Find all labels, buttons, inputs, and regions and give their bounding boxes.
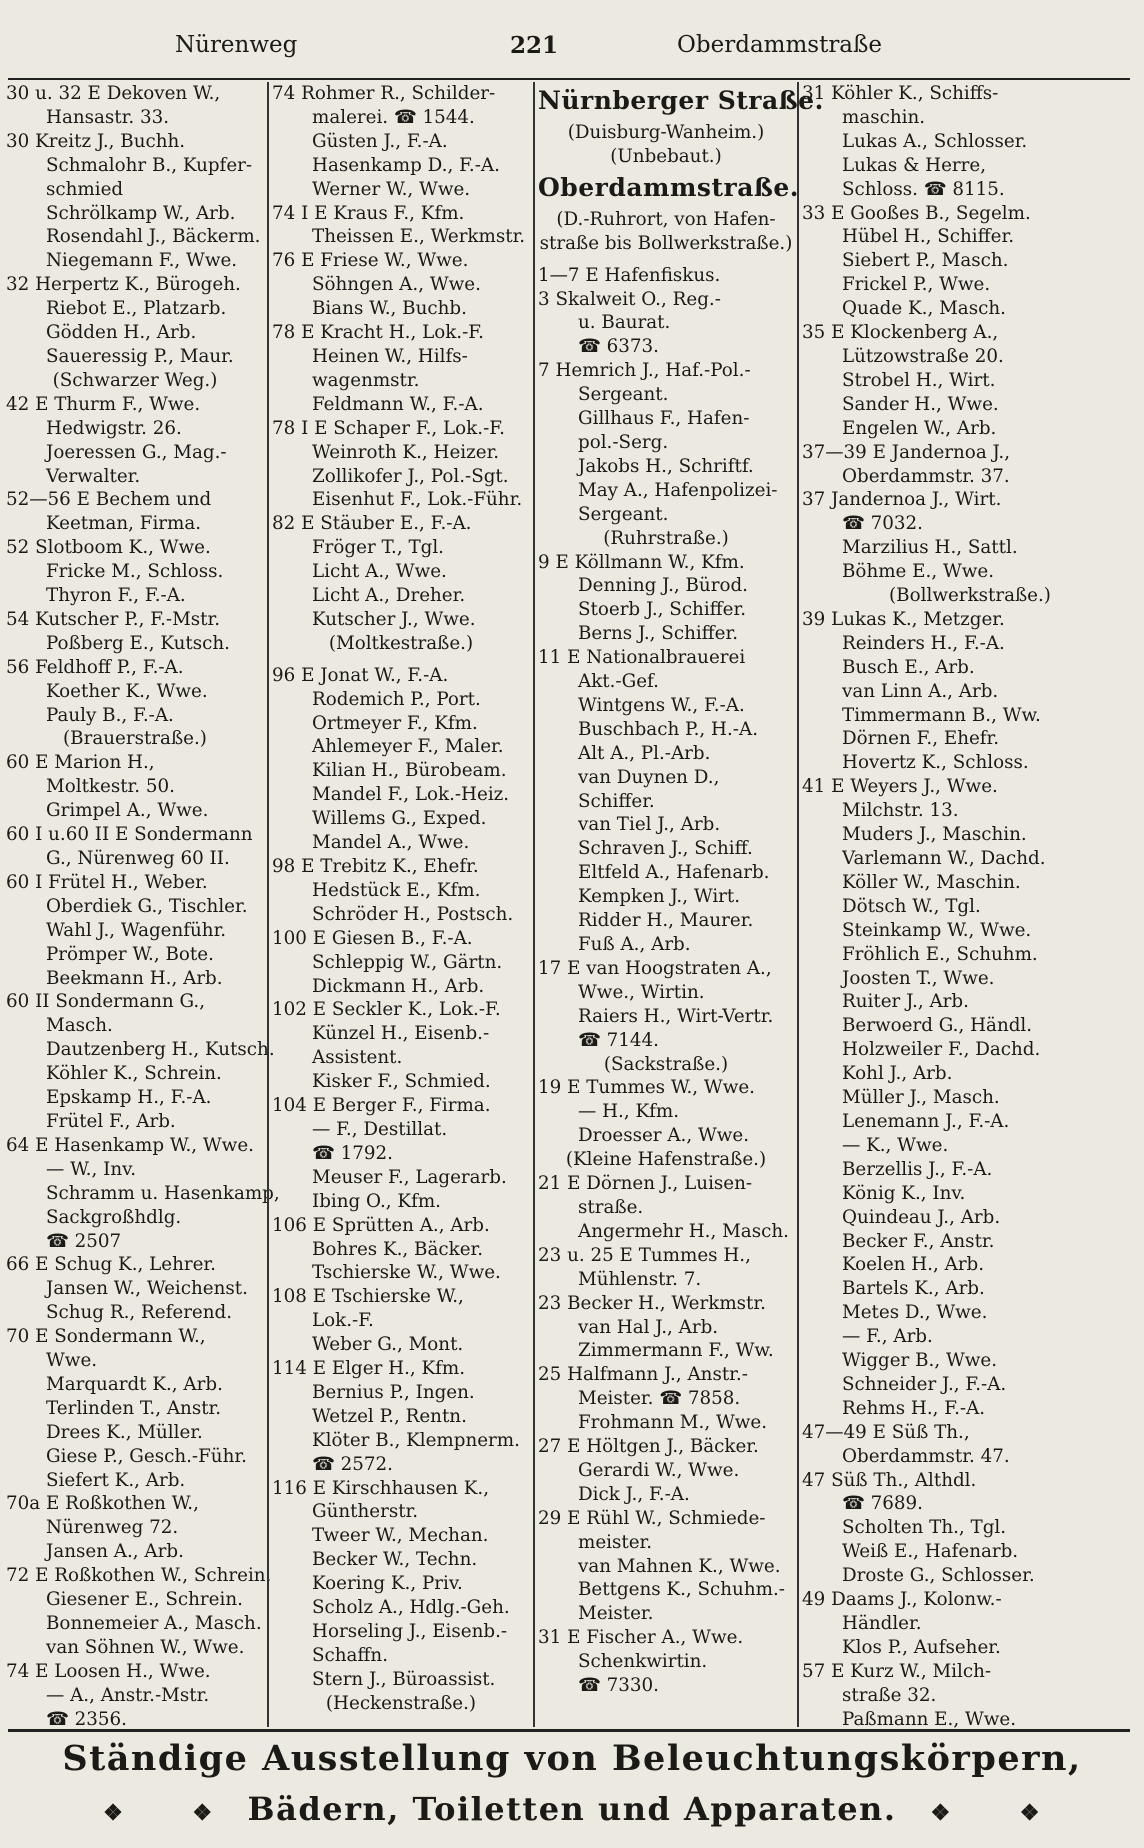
directory-line: ☎ 2356. <box>46 1708 127 1730</box>
directory-line: Angermehr H., Masch. <box>578 1220 789 1242</box>
directory-line: Moltkestr. 50. <box>46 776 175 798</box>
directory-line: 60 II Sondermann G., <box>6 991 206 1013</box>
directory-line: Giese P., Gesch.-Führ. <box>46 1445 247 1467</box>
column-1 <box>6 82 280 1730</box>
directory-line: Joosten T., Wwe. <box>842 967 995 989</box>
directory-line: van Linn A., Arb. <box>842 680 999 702</box>
directory-line: Köhler K., Schrein. <box>46 1063 222 1085</box>
directory-line: — A., Anstr.-Mstr. <box>46 1684 210 1706</box>
directory-line: 102 E Seckler K., Lok.-F. <box>272 999 501 1021</box>
directory-line: G., Nürenweg 60 II. <box>46 848 230 869</box>
directory-line: Strobel H., Wirt. <box>842 369 996 391</box>
directory-line: Fricke M., Schloss. <box>46 561 224 583</box>
directory-line: Scholten Th., Tgl. <box>842 1517 1007 1539</box>
directory-line: Theissen E., Werkmstr. <box>312 226 526 248</box>
directory-line: 60 I u.60 II E Sondermann <box>6 824 253 846</box>
directory-line: — K., Wwe. <box>842 1134 949 1156</box>
directory-line: Stoerb J., Schiffer. <box>578 599 747 621</box>
directory-line: Eltfeld A., Hafenarb. <box>578 862 770 884</box>
directory-line: — H., Kfm. <box>578 1101 680 1123</box>
column-divider <box>533 82 535 1727</box>
directory-line: Meister. <box>578 1603 654 1625</box>
directory-line: Willems G., Exped. <box>312 808 487 830</box>
street-note: (Brauerstraße.) <box>63 728 207 750</box>
directory-line: Keetman, Firma. <box>46 513 202 535</box>
directory-line: 23 Becker H., Werkmstr. <box>538 1292 766 1314</box>
directory-line: Tweer W., Mechan. <box>312 1525 489 1547</box>
directory-line: Werner W., Wwe. <box>312 178 471 200</box>
directory-line: Kilian H., Bürobeam. <box>312 760 507 782</box>
directory-line: Thyron F., F.-A. <box>46 585 186 607</box>
directory-line: Bartels K., Arb. <box>842 1278 985 1300</box>
directory-line: 98 E Trebitz K., Ehefr. <box>272 856 479 877</box>
street-note: (Sackstraße.) <box>603 1053 729 1075</box>
directory-line: straße. <box>578 1196 644 1218</box>
directory-line: Oberdammstr. 47. <box>842 1445 1010 1467</box>
directory-line: Hasenkamp D., F.-A. <box>312 154 500 176</box>
advertisement-line-2 <box>0 1790 1144 1828</box>
directory-line: 37—39 E Jandernoa J., <box>802 441 1011 463</box>
directory-line: ☎ 2572. <box>312 1453 393 1475</box>
directory-line: 30 u. 32 E Dekoven W., <box>6 83 221 104</box>
directory-line: Marzilius H., Sattl. <box>842 537 1018 559</box>
directory-line: Oberdiek G., Tischler. <box>46 895 248 917</box>
directory-line: Zollikofer J., Pol.-Sgt. <box>312 465 509 487</box>
directory-line: Licht A., Dreher. <box>312 585 466 607</box>
directory-line: Kempken J., Wirt. <box>578 886 741 908</box>
directory-line: 37 Jandernoa J., Wirt. <box>802 489 1002 511</box>
directory-line: Schug R., Referend. <box>46 1302 233 1324</box>
directory-line: Schrölkamp W., Arb. <box>46 202 236 224</box>
directory-line: Bernius P., Ingen. <box>312 1381 475 1403</box>
directory-line: Ahlemeyer F., Maler. <box>312 736 504 758</box>
directory-line: Muders J., Maschin. <box>842 824 1027 846</box>
directory-line: — W., Inv. <box>46 1158 137 1180</box>
street-note: (Ruhrstraße.) <box>603 527 729 549</box>
directory-line: 104 E Berger F., Firma. <box>272 1095 491 1117</box>
directory-line: Fröger T., Tgl. <box>312 537 444 559</box>
directory-line: Jakobs H., Schriftf. <box>578 455 754 477</box>
directory-line: Köller W., Maschin. <box>842 871 1021 893</box>
ornament-icon: ❖ <box>930 1800 952 1826</box>
street-note: (Moltkestraße.) <box>328 632 474 654</box>
directory-line: Scholz A., Hdlg.-Geh. <box>312 1597 510 1619</box>
directory-line: 70 E Sondermann W., <box>6 1326 206 1348</box>
directory-line: Hedwigstr. 26. <box>46 417 182 439</box>
directory-line: Güsten J., F.-A. <box>312 130 448 152</box>
directory-line: 35 E Klockenberg A., <box>802 322 999 344</box>
directory-line: 3 Skalweit O., Reg.- <box>538 288 721 310</box>
directory-line: May A., Hafenpolizei- <box>578 479 778 501</box>
directory-line: 74 E Loosen H., Wwe. <box>6 1660 211 1682</box>
directory-line: Güntherstr. <box>312 1501 419 1523</box>
directory-line: Schröder H., Postsch. <box>312 903 514 925</box>
directory-line: Hedstück E., Kfm. <box>312 879 481 901</box>
directory-line: 114 E Elger H., Kfm. <box>272 1358 466 1380</box>
directory-line: Engelen W., Arb. <box>842 417 997 439</box>
directory-line: Mandel A., Wwe. <box>312 832 470 854</box>
directory-line: 60 E Marion H., <box>6 752 155 774</box>
directory-line: Busch E., Arb. <box>842 656 975 678</box>
directory-line: Wahl J., Wagenführ. <box>46 919 227 941</box>
directory-line: Gerardi W., Wwe. <box>578 1459 740 1481</box>
directory-line: Oberdammstr. 37. <box>842 465 1010 487</box>
directory-line: Berzellis J., F.-A. <box>842 1158 993 1180</box>
directory-line: Klöter B., Klempnerm. <box>312 1429 520 1451</box>
directory-line: Dötsch W., Tgl. <box>842 895 981 917</box>
directory-line: Gödden H., Arb. <box>46 322 197 344</box>
directory-line: Riebot E., Platzarb. <box>46 298 227 320</box>
directory-line: 56 Feldhoff P., F.-A. <box>6 656 184 678</box>
directory-line: 9 E Köllmann W., Kfm. <box>538 551 745 573</box>
directory-line: Dickmann H., Arb. <box>312 975 485 997</box>
directory-line: Verwalter. <box>46 465 141 487</box>
directory-line: 47 Süß Th., Althdl. <box>802 1469 977 1491</box>
directory-line: Sergeant. <box>578 503 669 525</box>
directory-line: ☎ 7330. <box>578 1675 659 1697</box>
directory-line: 11 E Nationalbrauerei <box>538 647 746 669</box>
directory-line: ☎ 6373. <box>578 336 659 358</box>
directory-line: Lukas & Herre, <box>842 154 987 176</box>
directory-line: Saueressig P., Maur. <box>46 345 234 367</box>
street-note: (D.-Ruhrort, von Hafen- <box>556 208 776 230</box>
directory-line: Berwoerd G., Händl. <box>842 1015 1033 1037</box>
directory-line: Masch. <box>46 1015 113 1037</box>
directory-line: 25 Halfmann J., Anstr.- <box>538 1364 748 1386</box>
directory-line: maschin. <box>842 106 926 128</box>
directory-line: — F., Arb. <box>842 1326 933 1348</box>
directory-line: van Söhnen W., Wwe. <box>46 1636 245 1658</box>
directory-line: 57 E Kurz W., Milch- <box>802 1660 992 1682</box>
directory-line: 54 Kutscher P., F.-Mstr. <box>6 608 221 630</box>
directory-line: Wigger B., Wwe. <box>842 1350 998 1372</box>
directory-line: meister. <box>578 1531 653 1553</box>
directory-line: Lukas A., Schlosser. <box>842 130 1028 152</box>
directory-line: 47—49 E Süß Th., <box>802 1421 970 1443</box>
directory-line: Söhngen A., Wwe. <box>312 274 481 296</box>
directory-line: Schneider J., F.-A. <box>842 1373 1007 1395</box>
directory-line: 19 E Tummes W., Wwe. <box>538 1077 755 1099</box>
street-note: (Duisburg-Wanheim.) <box>567 122 765 143</box>
directory-line: Stern J., Büroassist. <box>312 1668 496 1690</box>
directory-line: 39 Lukas K., Metzger. <box>802 608 1005 630</box>
directory-line: 66 E Schug K., Lehrer. <box>6 1254 216 1276</box>
directory-line: Ruiter J., Arb. <box>842 991 969 1013</box>
street-title: Oberdammstraße. <box>538 172 800 202</box>
directory-line: Quade K., Masch. <box>842 298 1006 320</box>
directory-line: Mühlenstr. 7. <box>578 1268 702 1290</box>
directory-line: Bians W., Buchb. <box>312 298 467 320</box>
directory-line: 33 E Gooßes B., Segelm. <box>802 202 1031 224</box>
directory-line: Weiß E., Hafenarb. <box>842 1541 1019 1563</box>
directory-line: ☎ 1792. <box>312 1142 393 1164</box>
directory-line: ☎ 7689. <box>842 1493 923 1515</box>
advertisement-text: Bädern, Toiletten und Apparaten. <box>247 1790 897 1828</box>
directory-line: Schleppig W., Gärtn. <box>312 951 503 973</box>
directory-line: 52 Slotboom K., Wwe. <box>6 537 211 559</box>
directory-line: straße 32. <box>842 1684 937 1706</box>
directory-line: ☎ 7032. <box>842 513 923 535</box>
directory-line: 31 Köhler K., Schiffs- <box>802 83 999 104</box>
directory-line: 60 I Frütel H., Weber. <box>6 871 208 893</box>
directory-line: Lenemann J., F.-A. <box>842 1110 1010 1132</box>
directory-line: Kohl J., Arb. <box>842 1063 953 1085</box>
directory-line: Giesener E., Schrein. <box>46 1589 243 1611</box>
directory-line: 64 E Hasenkamp W., Wwe. <box>6 1134 254 1156</box>
directory-line: Meuser F., Lagerarb. <box>312 1166 507 1188</box>
directory-line: Dörnen F., Ehefr. <box>842 728 1000 750</box>
directory-line: Schloss. ☎ 8115. <box>842 178 1005 200</box>
directory-line: König K., Inv. <box>842 1182 966 1204</box>
advertisement-line-1: Ständige Ausstellung von Beleuchtungskörpern, <box>62 1738 1082 1779</box>
directory-line: wagenmstr. <box>312 369 420 391</box>
directory-line: Metes D., Wwe. <box>842 1302 988 1324</box>
ornament-icon: ❖ <box>103 1800 125 1826</box>
street-note: (Bollwerkstraße.) <box>889 585 1051 607</box>
directory-line: Quindeau J., Arb. <box>842 1206 1001 1228</box>
directory-line: Hübel H., Schiffer. <box>842 226 1015 248</box>
directory-line: Ibing O., Kfm. <box>312 1190 441 1212</box>
directory-line: Schenkwirtin. <box>578 1651 708 1673</box>
directory-line: Schramm u. Hasenkamp, <box>46 1182 280 1204</box>
column-divider <box>797 82 799 1727</box>
directory-line: Koelen H., Arb. <box>842 1254 985 1276</box>
directory-line: Zimmermann F., Ww. <box>578 1340 774 1362</box>
directory-line: Timmermann B., Ww. <box>842 704 1041 726</box>
street-note: (Heckenstraße.) <box>325 1692 477 1714</box>
directory-line: — F., Destillat. <box>312 1118 448 1140</box>
directory-line: 72 E Roßkothen W., Schrein. <box>6 1565 272 1587</box>
directory-line: schmied <box>46 178 124 200</box>
directory-line: Poßberg E., Kutsch. <box>46 632 230 654</box>
directory-line: 74 I E Kraus F., Kfm. <box>272 202 465 224</box>
directory-line: Rehms H., F.-A. <box>842 1397 986 1419</box>
directory-line: 42 E Thurm F., Wwe. <box>6 393 201 415</box>
directory-line: Holzweiler F., Dachd. <box>842 1039 1041 1061</box>
directory-line: 1—7 E Hafenfiskus. <box>538 264 721 286</box>
street-note: (Kleine Hafenstraße.) <box>565 1149 767 1171</box>
directory-line: Bohres K., Bäcker. <box>312 1238 484 1260</box>
directory-line: Klos P., Aufseher. <box>842 1636 1001 1658</box>
directory-line: Weber G., Mont. <box>312 1334 464 1356</box>
directory-line: Mandel F., Lok.-Heiz. <box>312 784 510 806</box>
directory-line: Droste G., Schlosser. <box>842 1565 1035 1587</box>
directory-line: Alt A., Pl.-Arb. <box>578 742 711 764</box>
directory-line: Fuß A., Arb. <box>578 934 691 955</box>
directory-line: Berns J., Schiffer. <box>578 623 739 645</box>
directory-line: Weinroth K., Heizer. <box>312 441 500 463</box>
directory-line: Tschierske W., Wwe. <box>312 1262 501 1284</box>
directory-line: Frütel F., Arb. <box>46 1110 176 1132</box>
directory-line: 17 E van Hoogstraten A., <box>538 957 772 979</box>
column-2 <box>272 82 530 1727</box>
column-4 <box>802 82 1138 1730</box>
directory-line: Dautzenberg H., Kutsch. <box>46 1039 275 1061</box>
directory-line: Koering K., Priv. <box>312 1573 463 1595</box>
directory-line: Sander H., Wwe. <box>842 393 999 415</box>
directory-line: Feldmann W., F.-A. <box>312 393 484 415</box>
directory-line: Frohmann M., Wwe. <box>578 1412 768 1434</box>
directory-line: Wwe. <box>46 1350 98 1372</box>
directory-line: Fröhlich E., Schuhm. <box>842 943 1038 965</box>
directory-line: van Tiel J., Arb. <box>578 814 721 836</box>
directory-line: 49 Daams J., Kolonw.- <box>802 1589 1002 1611</box>
directory-line: 74 Rohmer R., Schilder- <box>272 83 496 104</box>
directory-line: Prömper W., Bote. <box>46 943 214 965</box>
directory-line: pol.-Serg. <box>578 431 669 453</box>
directory-line: Schiffer. <box>578 790 655 812</box>
directory-line: Bonnemeier A., Masch. <box>46 1613 262 1634</box>
directory-line: Kisker F., Schmied. <box>312 1071 491 1093</box>
directory-line: 106 E Sprütten A., Arb. <box>272 1214 490 1236</box>
header-left-street: Nürenweg <box>175 32 298 58</box>
directory-line: Schaffn. <box>312 1644 389 1666</box>
directory-line: Pauly B., F.-A. <box>46 704 174 726</box>
directory-line: Akt.-Gef. <box>578 671 659 693</box>
directory-line: Drees K., Müller. <box>46 1421 203 1443</box>
directory-line: Assistent. <box>312 1047 403 1069</box>
directory-line: 78 I E Schaper F., Lok.-F. <box>272 417 505 439</box>
directory-line: ☎ 2507 <box>46 1230 122 1252</box>
directory-line: Niegemann F., Wwe. <box>46 250 238 272</box>
directory-line: 116 E Kirschhausen K., <box>272 1477 490 1499</box>
directory-line: Epskamp H., F.-A. <box>46 1087 212 1109</box>
directory-line: 78 E Kracht H., Lok.-F. <box>272 322 484 344</box>
street-title: Nürnberger Straße. <box>538 86 824 115</box>
header-rule <box>8 78 1130 80</box>
directory-line: Jansen A., Arb. <box>46 1541 184 1563</box>
directory-line: Frickel P., Wwe. <box>842 274 991 296</box>
directory-line: Milchstr. 13. <box>842 800 959 822</box>
column-divider <box>267 82 269 1727</box>
ornament-icon: ❖ <box>1019 1800 1041 1826</box>
directory-line: u. Baurat. <box>578 312 671 334</box>
directory-line: 76 E Friese W., Wwe. <box>272 250 469 272</box>
directory-line: Reinders H., F.-A. <box>842 632 1005 654</box>
page-header <box>0 32 1144 72</box>
directory-line: Denning J., Bürod. <box>578 575 748 597</box>
directory-line: Droesser A., Wwe. <box>578 1125 750 1147</box>
directory-line: Gillhaus F., Hafen- <box>578 408 750 430</box>
directory-line: Siefert K., Arb. <box>46 1469 186 1491</box>
directory-line: Hansastr. 33. <box>46 106 170 128</box>
directory-line: 31 E Fischer A., Wwe. <box>538 1627 744 1649</box>
directory-line: Meister. ☎ 7858. <box>578 1388 741 1410</box>
directory-line: malerei. ☎ 1544. <box>312 106 475 128</box>
directory-line: 23 u. 25 E Tummes H., <box>538 1244 751 1266</box>
ornament-icon: ❖ <box>192 1800 214 1826</box>
street-note: (Unbebaut.) <box>610 145 722 167</box>
directory-line: Paßmann E., Wwe. <box>842 1708 1017 1730</box>
directory-line: Rodemich P., Port. <box>312 688 481 710</box>
directory-line: Steinkamp W., Wwe. <box>842 919 1032 941</box>
directory-line: van Duynen D., <box>578 766 720 788</box>
directory-line: Lok.-F. <box>312 1310 374 1332</box>
directory-line: 108 E Tschierske W., <box>272 1286 464 1308</box>
directory-line: van Hal J., Arb. <box>578 1316 719 1338</box>
directory-line: 7 Hemrich J., Haf.-Pol.- <box>538 360 751 382</box>
directory-line: 70a E Roßkothen W., <box>6 1493 199 1515</box>
directory-line: 96 E Jonat W., F.-A. <box>272 664 449 686</box>
directory-line: 41 E Weyers J., Wwe. <box>802 776 998 798</box>
directory-line: Böhme E., Wwe. <box>842 561 995 583</box>
street-note: straße bis Bollwerkstraße.) <box>539 232 793 254</box>
directory-line: 21 E Dörnen J., Luisen- <box>538 1173 753 1195</box>
street-note: (Schwarzer Weg.) <box>52 369 218 391</box>
directory-line: Wwe., Wirtin. <box>578 981 705 1003</box>
directory-line: 29 E Rühl W., Schmiede- <box>538 1507 766 1529</box>
directory-line: Buschbach P., H.-A. <box>578 718 758 740</box>
directory-line: Varlemann W., Dachd. <box>842 848 1046 869</box>
page-number: 221 <box>510 32 559 59</box>
directory-line: Schmalohr B., Kupfer- <box>46 154 253 176</box>
footer-rule <box>8 1729 1130 1732</box>
directory-line: Grimpel A., Wwe. <box>46 800 209 822</box>
directory-line: Marquardt K., Arb. <box>46 1373 223 1395</box>
directory-line: Dick J., F.-A. <box>578 1483 690 1505</box>
directory-line: 30 Kreitz J., Buchh. <box>6 130 186 152</box>
directory-line: Ortmeyer F., Kfm. <box>312 712 478 734</box>
directory-line: Koether K., Wwe. <box>46 680 208 702</box>
directory-line: Licht A., Wwe. <box>312 561 447 583</box>
header-right-street: Oberdammstraße <box>677 32 882 58</box>
directory-line: 100 E Giesen B., F.-A. <box>272 927 473 949</box>
directory-line: Lützowstraße 20. <box>842 345 1004 367</box>
directory-line: Hovertz K., Schloss. <box>842 752 1029 774</box>
directory-line: Horseling J., Eisenb.- <box>312 1621 508 1642</box>
directory-line: Eisenhut F., Lok.-Führ. <box>312 489 523 511</box>
directory-line: Wetzel P., Rentn. <box>312 1405 467 1427</box>
directory-line: 32 Herpertz K., Bürogeh. <box>6 274 241 296</box>
directory-line: Wintgens W., F.-A. <box>578 694 745 716</box>
directory-line: Jansen W., Weichenst. <box>46 1278 248 1300</box>
column-3 <box>538 82 824 1727</box>
directory-line: Kutscher J., Wwe. <box>312 608 476 630</box>
directory-line: Bettgens K., Schuhm.- <box>578 1579 785 1601</box>
directory-line: Ridder H., Maurer. <box>578 910 754 932</box>
directory-line: Siebert P., Masch. <box>842 250 1009 272</box>
directory-line: van Mahnen K., Wwe. <box>578 1555 781 1577</box>
directory-line: Terlinden T., Anstr. <box>46 1397 222 1419</box>
directory-line: Becker W., Techn. <box>312 1549 478 1571</box>
directory-line: Schraven J., Schiff. <box>578 838 753 860</box>
directory-line: 52—56 E Bechem und <box>6 489 212 511</box>
directory-line: Beekmann H., Arb. <box>46 967 223 989</box>
directory-line: 82 E Stäuber E., F.-A. <box>272 513 472 535</box>
directory-line: Sackgroßhdlg. <box>46 1206 182 1228</box>
directory-line: Becker F., Anstr. <box>842 1230 995 1252</box>
directory-line: Joeressen G., Mag.- <box>46 441 227 463</box>
directory-line: 27 E Höltgen J., Bäcker. <box>538 1436 759 1458</box>
directory-line: Sergeant. <box>578 384 669 406</box>
directory-line: ☎ 7144. <box>578 1029 659 1051</box>
directory-line: Müller J., Masch. <box>842 1087 1000 1109</box>
directory-line: Rosendahl J., Bäckerm. <box>46 226 261 248</box>
directory-line: Heinen W., Hilfs- <box>312 345 468 367</box>
directory-line: Künzel H., Eisenb.- <box>312 1023 490 1045</box>
directory-line: Nürenweg 72. <box>46 1517 179 1539</box>
directory-line: Raiers H., Wirt-Vertr. <box>578 1005 774 1027</box>
directory-line: Händler. <box>842 1613 922 1634</box>
